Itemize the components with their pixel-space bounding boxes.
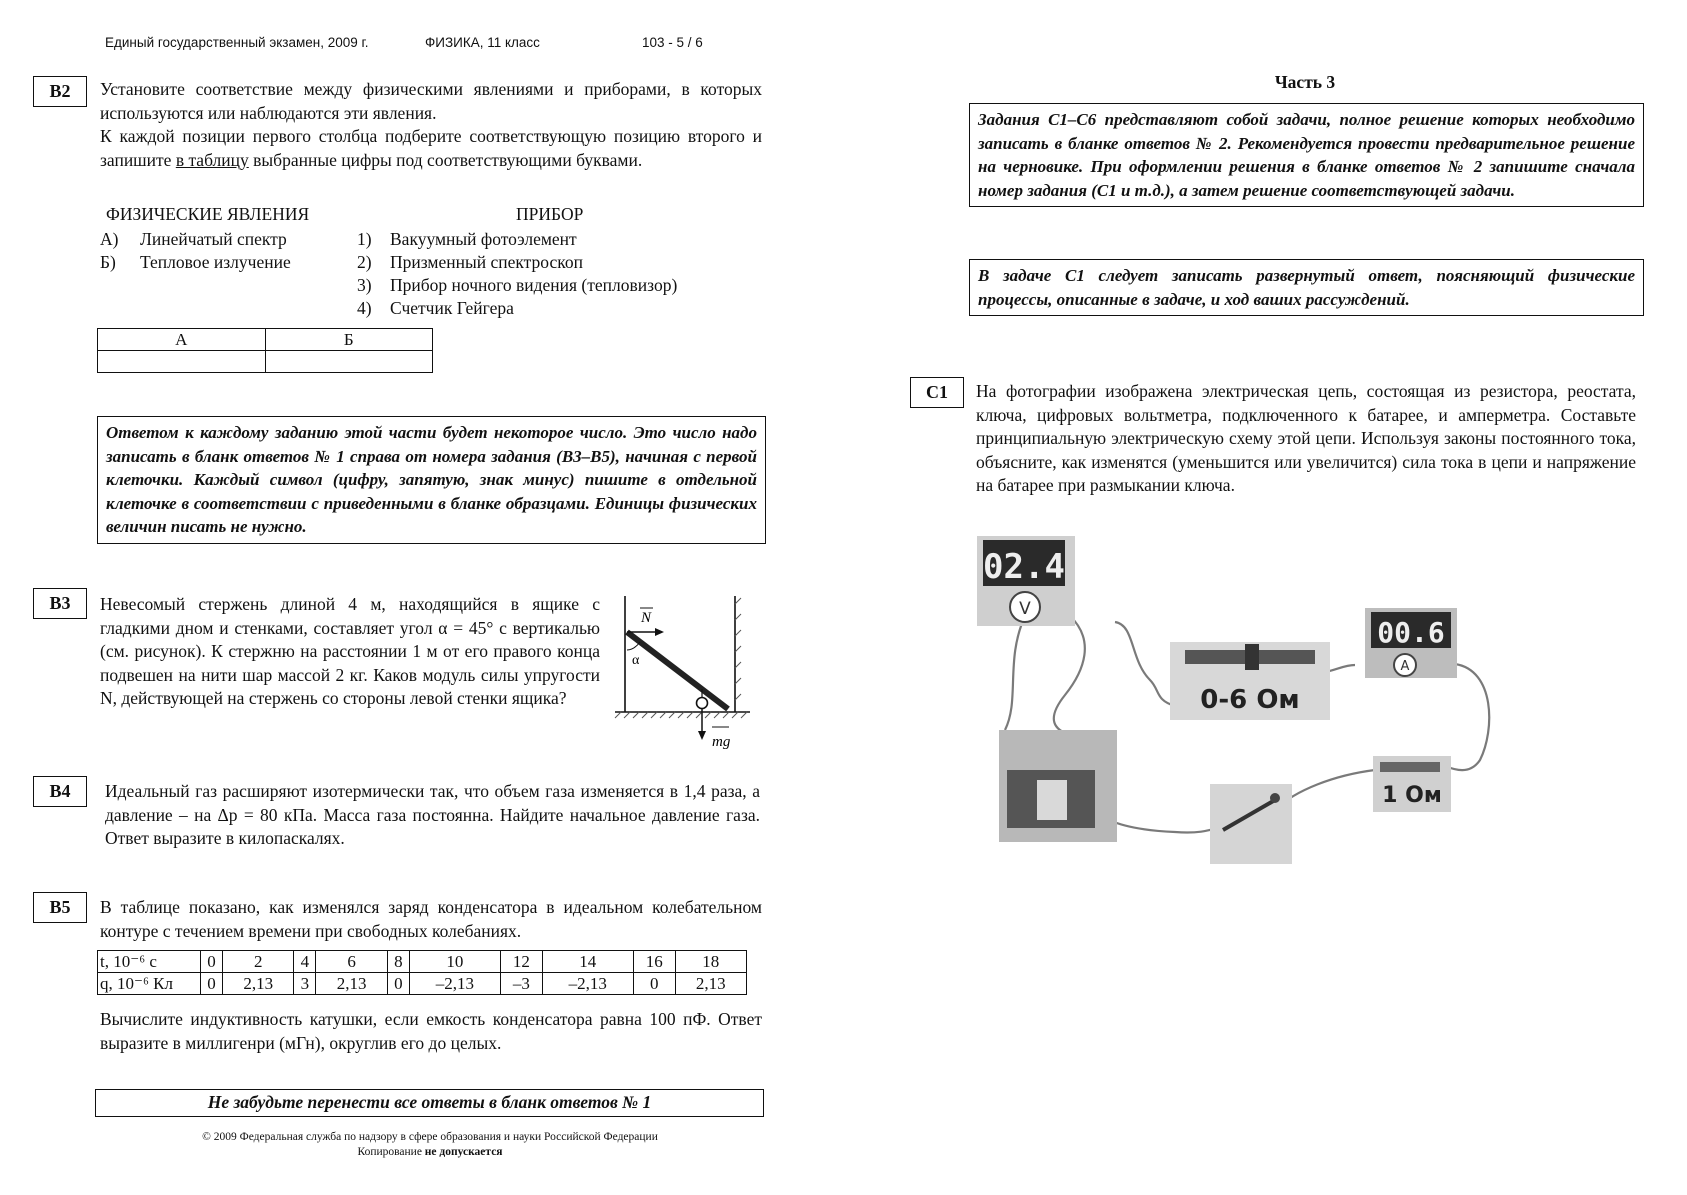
label-alpha: α (632, 653, 640, 668)
ammeter-reading: 00.6 (1377, 616, 1445, 649)
b2-left-item (100, 251, 116, 274)
b5-row-q (98, 973, 747, 995)
b5-t-cell: 0 (201, 951, 223, 973)
b2-left-item (100, 228, 118, 251)
battery-highlight (1037, 780, 1067, 820)
b2-answer-col-b: Б (265, 329, 433, 351)
c1-instructions-box: В задаче С1 следует записать развернутый ответ, поясняющий физические процессы, описанные в задаче, и ход ваших рассуждений. (969, 259, 1644, 316)
task-b5-label: B5 (33, 892, 87, 923)
b5-q-cell: 2,13 (316, 973, 387, 995)
b3-figure (610, 590, 760, 750)
b5-q-cell: –3 (500, 973, 542, 995)
b5-q-cell: 0 (387, 973, 409, 995)
b3-question: Невесомый стержень длиной 4 м, находящийся в ящике с гладкими дном и стенками, составляет угол α = 45° с вертикалью (см. рисунок). К стержню на расстоянии 1 м от его правого конца подвешен на нити шар массой 2 кг. Каков модуль силы упругости N, действующей на стержень со стороны левой стенки ящика? (100, 594, 600, 708)
b2-right-key: 1) (357, 229, 372, 249)
b2-right-key: 4) (357, 298, 372, 318)
b5-row-t-label: t, 10⁻⁶ с (98, 951, 201, 973)
b5-q-cell: –2,13 (409, 973, 500, 995)
b5-t-cell: 12 (500, 951, 542, 973)
b5-t-cell: 6 (316, 951, 387, 973)
b5-t-cell: 10 (409, 951, 500, 973)
b2-left-header: ФИЗИЧЕСКИЕ ЯВЛЕНИЯ (106, 204, 310, 224)
b5-q-cell: 3 (294, 973, 316, 995)
reminder-box: Не забудьте перенести все ответы в бланк ответов № 1 (95, 1089, 764, 1117)
b2-answer-col-a: А (98, 329, 266, 351)
b5-t-cell: 8 (387, 951, 409, 973)
b5-t-cell: 2 (223, 951, 294, 973)
b5-t-cell: 18 (675, 951, 746, 973)
voltmeter-symbol: V (1019, 599, 1031, 619)
resistor-element (1380, 762, 1440, 772)
header-page: 103 - 5 / 6 (642, 35, 703, 50)
b2-para1: Установите соответствие между физическими явлениями и приборами, в которых используются или наблюдаются эти явления. (100, 79, 762, 123)
copy-notice (80, 1146, 780, 1158)
right-wall-hatch (735, 598, 741, 700)
b2-para2-b: выбранные цифры под соответствующими буквами. (248, 149, 643, 170)
key-body (1210, 784, 1292, 864)
task-b2-label: B2 (33, 76, 87, 107)
resistor-label: 1 Ом (1382, 783, 1442, 808)
b2-answer-cell-b[interactable] (265, 351, 433, 373)
b2-left-item-text: Тепловое излучение (140, 252, 291, 272)
label-n: N (641, 610, 652, 626)
b2-right-item-text: Счетчик Гейгера (390, 298, 514, 318)
b2-question (100, 78, 762, 172)
part3-title: Часть 3 (1274, 72, 1336, 92)
b5-t-cell: 4 (294, 951, 316, 973)
b2-right-key: 2) (357, 252, 372, 272)
b2-right-item-text: Призменный спектроскоп (390, 252, 583, 272)
copy-notice-a: Копирование (357, 1146, 425, 1158)
part3-instructions-box: Задания С1–С6 представляют собой задачи, полное решение которых необходимо записать в бланке ответов № 2. Рекомендуется провести предварительное решение на черновике. При оформлении решения в бланке ответов № 2 запишите сначала номер задания (С1 и т.д.), а затем решение соответствующей задачи. (969, 103, 1644, 207)
b5-row-q-label: q, 10⁻⁶ Кл (98, 973, 201, 995)
header-exam: Единый государственный экзамен, 2009 г. (105, 35, 369, 50)
b2-right-header: ПРИБОР (516, 204, 584, 224)
header-subject: ФИЗИКА, 11 класс (425, 35, 540, 50)
b4-question: Идеальный газ расширяют изотермически так, что объем газа изменяется в 1,4 раза, а давление – на Δp = 80 кПа. Масса газа постоянна. Найдите начальное давление газа. Ответ выразите в килопаскалях. (105, 781, 760, 848)
b2-left-item-text: Линейчатый спектр (140, 229, 287, 249)
b2-answer-cell-a[interactable] (98, 351, 266, 373)
b2-answer-table (97, 328, 433, 373)
b5-question: В таблице показано, как изменялся заряд конденсатора в идеальном колебательном контуре с течением времени при свободных колебаниях. (100, 897, 762, 941)
b5-q-cell: 0 (201, 973, 223, 995)
b2-left-key: Б) (100, 252, 116, 272)
b2-right-key: 3) (357, 275, 372, 295)
b5-follow-up: Вычислите индуктивность катушки, если емкость конденсатора равна 100 пФ. Ответ выразите в миллигенри (мГн), округлив его до целых. (100, 1009, 762, 1053)
b2-right-item-text: Вакуумный фотоэлемент (390, 229, 577, 249)
b2-left-key: А) (100, 229, 119, 249)
b5-data-table (97, 950, 747, 995)
b2-para2 (100, 125, 762, 172)
rod (627, 632, 728, 709)
b5-t-cell: 16 (633, 951, 675, 973)
task-b4-label: B4 (33, 776, 87, 807)
force-mg-arrowhead (698, 731, 706, 740)
b2-para2-underline: в таблицу (175, 149, 249, 170)
c1-question: На фотографии изображена электрическая цепь, состоящая из резистора, реостата, ключа, цифровых вольтметра, подключенного к батарее, и амперметра. Составьте принципиальную электрическую схему этой цепи. Используя законы постоянного тока, объясните, как изменятся (уменьшится или увеличится) сила тока в цепи и напряжение на батарее при размыкании ключа. (976, 381, 1636, 495)
force-n-arrowhead (655, 628, 664, 636)
b2-para2-a: К каждой позиции первого столбца подберите соответствующую позицию второго и запишите (100, 126, 762, 170)
task-b3-label: B3 (33, 588, 87, 619)
ball (697, 698, 708, 709)
copyright-line: © 2009 Федеральная служба по надзору в сфере образования и науки Российской Федерации (202, 1131, 658, 1143)
b5-q-cell: 0 (633, 973, 675, 995)
ammeter-symbol: A (1400, 659, 1410, 674)
b5-t-cell: 14 (542, 951, 633, 973)
copy-notice-b: не допускается (424, 1146, 503, 1158)
key-contact (1270, 793, 1280, 803)
b5-q-cell: 2,13 (223, 973, 294, 995)
voltmeter-reading: 02.4 (983, 547, 1065, 587)
label-mg: mg (712, 734, 731, 750)
rheostat-knob (1245, 644, 1259, 670)
b5-row-t (98, 951, 747, 973)
floor-hatch (615, 712, 747, 718)
rheostat-label: 0-6 Ом (1200, 685, 1300, 715)
b5-q-cell: –2,13 (542, 973, 633, 995)
b2-right-item-text: Прибор ночного видения (тепловизор) (390, 275, 678, 295)
b5-q-cell: 2,13 (675, 973, 746, 995)
task-c1-label: C1 (910, 377, 964, 408)
instruction-box: Ответом к каждому заданию этой части будет некоторое число. Это число надо записать в бланк ответов № 1 справа от номера задания (В3–В5), начиная с первой клеточки. Каждый символ (цифру, запятую, знак минус) пишите в отдельной клеточке в соответствии с приведенными в бланке образцами. Единицы физических величин писать не нужно. (97, 416, 766, 544)
circuit-photo (975, 530, 1505, 870)
